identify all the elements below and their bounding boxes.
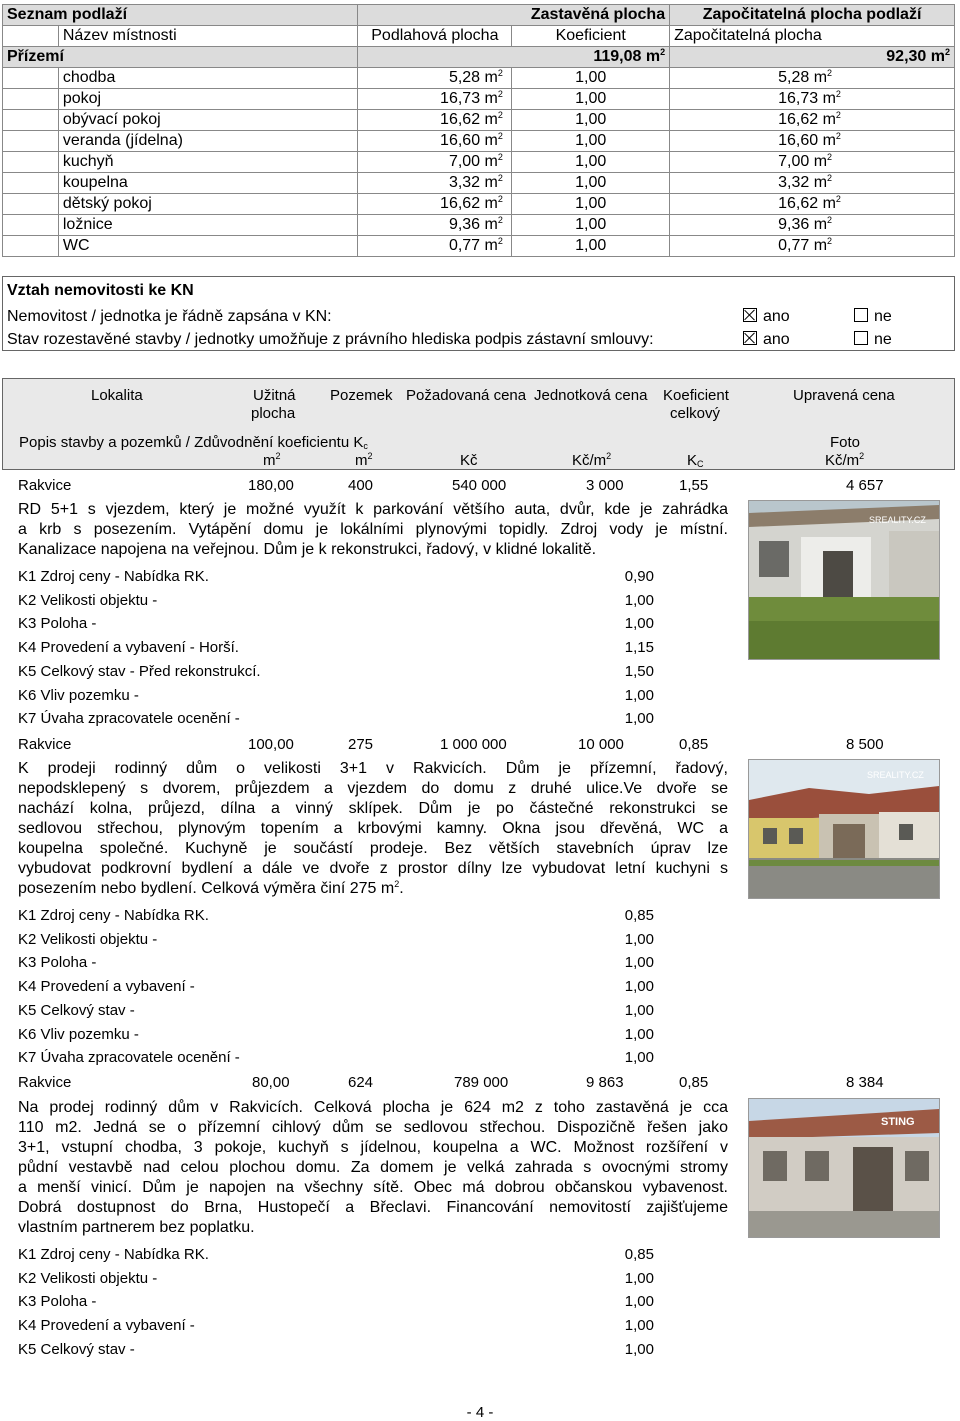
room-name: veranda (jídelna) <box>58 131 358 152</box>
k-factor-label: K5 Celkový stav - Před rekonstrukcí. <box>18 663 261 680</box>
k-factor-value: 1,00 <box>624 1026 654 1043</box>
k-factor-value: 1,00 <box>624 687 654 704</box>
col-counted-floor: Započitatelná plocha podlaží <box>670 5 955 26</box>
room-floor-area: 0,77 $m^2$ <box>358 236 512 257</box>
kn-q1-no-option[interactable] <box>854 308 892 326</box>
hdr-plocha: plocha <box>251 405 296 422</box>
hdr-unit-kc: Kč <box>460 452 478 469</box>
k-factor-label: K2 Velikosti objektu - <box>18 931 158 948</box>
room-name: dětský pokoj <box>58 194 358 215</box>
room-name: chodba <box>58 68 358 89</box>
room-floor-area: 5,28 $m^2$ <box>358 68 512 89</box>
room-counted-area: 16,60 $m^2$ <box>670 131 955 152</box>
cmp-plocha: 180,00 <box>248 477 294 494</box>
desc-line: vybudovat podkrovní bydlení a dále ve dvoře z prostor dílny lze vybudovat letní kuchyni s <box>18 860 728 877</box>
k-factor-label: K1 Zdroj ceny - Nabídka RK. <box>18 907 209 924</box>
room-counted-area: 16,62 $m^2$ <box>670 194 955 215</box>
kn-section <box>2 276 955 351</box>
k-factor-value: 1,00 <box>624 931 654 948</box>
property-photo <box>748 759 940 899</box>
cmp-koef: 0,85 <box>679 1074 709 1091</box>
room-coefficient: 1,00 <box>512 131 670 152</box>
floor-name: Přízemí <box>3 47 358 68</box>
col-counted-area: Započitatelná plocha <box>670 26 955 47</box>
hdr-unit-kcm2-b: $Kč/m^2$ <box>825 451 865 469</box>
k-factor-value: 1,00 <box>624 592 654 609</box>
desc-line: Dobrá dostupnost do Brna, Hustopečí a Břeclavi. Financování nemovitostí zajišťujeme <box>18 1199 728 1216</box>
cmp-plocha: 80,00 <box>252 1074 290 1091</box>
room-floor-area: 16,60 $m^2$ <box>358 131 512 152</box>
hdr-pozadovana-cena: Požadovaná cena <box>406 387 527 404</box>
desc-line: RD 5+1 s vjezdem, který je možné využít k parkování většího auta, dvůr, kde je zahrádka <box>18 501 728 518</box>
k-factor-value: 1,00 <box>624 1049 654 1066</box>
room-name: WC <box>58 236 358 257</box>
desc-line: sedlovou střechou, plynovým topením a krbovými kamny. Okna jsou dřevěná, WC a <box>18 820 728 837</box>
rooms-title: Seznam podlaží <box>3 5 358 26</box>
room-row <box>3 152 955 173</box>
k-factor-value: 1,00 <box>624 978 654 995</box>
room-counted-area: 0,77 $m^2$ <box>670 236 955 257</box>
k-factor-label: K2 Velikosti objektu - <box>18 592 158 609</box>
k-factor-label: K7 Úvaha zpracovatele ocenění - <box>18 710 240 727</box>
room-counted-area: 5,28 $m^2$ <box>670 68 955 89</box>
cmp-lokalita: Rakvice <box>18 1074 72 1091</box>
rooms-table <box>2 4 955 257</box>
k-factor-value: 1,15 <box>624 639 654 656</box>
room-name: koupelna <box>58 173 358 194</box>
room-counted-area: 3,32 $m^2$ <box>670 173 955 194</box>
room-floor-area: 16,62 $m^2$ <box>358 194 512 215</box>
k-factor-label: K4 Provedení a vybavení - <box>18 1317 195 1334</box>
k-factor-label: K2 Velikosti objektu - <box>18 1270 158 1287</box>
room-row <box>3 89 955 110</box>
cmp-description <box>18 759 728 899</box>
k-factor-value: 1,00 <box>624 615 654 632</box>
cmp-koef: 1,55 <box>679 477 709 494</box>
k-factor-label: K6 Vliv pozemku - <box>18 1026 139 1043</box>
k-factor-value: 0,85 <box>624 1246 654 1263</box>
cmp-upravena: 8 500 <box>846 736 884 753</box>
room-row <box>3 131 955 152</box>
k-factor-label: K5 Celkový stav - <box>18 1341 135 1358</box>
desc-line: nepodsklepený s dvorem, průjezdem a vjezdem do domu z druhé ulice.Ve dvoře se <box>18 780 728 797</box>
k-factor-value: 1,00 <box>624 1293 654 1310</box>
cmp-lokalita: Rakvice <box>18 477 72 494</box>
room-counted-area: 7,00 $m^2$ <box>670 152 955 173</box>
hdr-unit-kcm2: $Kč/m^2$ <box>572 451 612 469</box>
cmp-jednotkova: 9 863 <box>586 1074 624 1091</box>
desc-line: 110 m2. Jedná se o přízemní cihlový dům se sedlovou střechou. Dispozičně řešen jako <box>18 1119 728 1136</box>
room-coefficient: 1,00 <box>512 194 670 215</box>
kn-q2-yes-option[interactable] <box>743 331 790 349</box>
cmp-pozemek: 624 <box>348 1074 374 1091</box>
k-factor-label: K6 Vliv pozemku - <box>18 687 139 704</box>
cmp-koef: 0,85 <box>679 736 709 753</box>
cmp-cena: 789 000 <box>454 1074 509 1091</box>
hdr-lokalita: Lokalita <box>91 387 143 404</box>
room-coefficient: 1,00 <box>512 152 670 173</box>
checked-checkbox-icon[interactable] <box>743 331 757 345</box>
yes-label: ano <box>763 331 790 348</box>
photo-watermark: SREALITY.CZ <box>867 770 924 780</box>
room-name: kuchyň <box>58 152 358 173</box>
kn-q2-no-option[interactable] <box>854 331 892 349</box>
room-row <box>3 110 955 131</box>
k-factor-label: K3 Poloha - <box>18 1293 97 1310</box>
cmp-jednotkova: 10 000 <box>578 736 624 753</box>
hdr-celkovy: celkový <box>670 405 721 422</box>
k-factor-label: K3 Poloha - <box>18 615 97 632</box>
desc-line: a menší vinicí. Dům je napojen na všechny sítě. Obec má dobrou občanskou vybavenost. <box>18 1179 728 1196</box>
property-photo <box>748 1098 940 1238</box>
k-factor-label: K7 Úvaha zpracovatele ocenění - <box>18 1049 240 1066</box>
hdr-unit-m2: $m^2$ <box>263 451 281 469</box>
kn-question-2: Stav rozestavěné stavby / jednotky umožňuje z právního hlediska podpis zástavní smlouvy: <box>7 331 654 348</box>
desc-line: posezením nebo bydlení. Celková výměra činí 275 $m^2$. <box>18 879 404 897</box>
k-factor-value: 1,00 <box>624 1317 654 1334</box>
room-floor-area: 7,00 $m^2$ <box>358 152 512 173</box>
kn-question-1: Nemovitost / jednotka je řádně zapsána v KN: <box>7 308 332 325</box>
cmp-upravena: 8 384 <box>846 1074 884 1091</box>
room-floor-area: 9,36 $m^2$ <box>358 215 512 236</box>
room-row <box>3 173 955 194</box>
cmp-description <box>18 1098 728 1238</box>
room-row <box>3 68 955 89</box>
k-factor-value: 1,00 <box>624 710 654 727</box>
k-factor-value: 0,90 <box>624 568 654 585</box>
col-built-area: Zastavěná plocha <box>358 5 670 26</box>
checked-checkbox-icon[interactable] <box>743 308 757 322</box>
hdr-unit-m2-b: $m^2$ <box>355 451 373 469</box>
floor-counted-area: 92,30 $m^2$ <box>670 47 955 68</box>
desc-line: koupelna společné. Kuchyně je součástí prodeje. Bez větších stavebních úprav lze <box>18 840 728 857</box>
k-factor-label: K4 Provedení a vybavení - Horší. <box>18 639 239 656</box>
room-name: pokoj <box>58 89 358 110</box>
room-coefficient: 1,00 <box>512 89 670 110</box>
col-floor-area: Podlahová plocha <box>358 26 512 47</box>
k-factor-value: 1,00 <box>624 954 654 971</box>
room-row <box>3 236 955 257</box>
no-label: ne <box>874 308 892 325</box>
desc-line: nachází kolna, průjezd, dílna a vinný sklípek. Dům je po částečné rekonstrukci se <box>18 800 728 817</box>
floor-built-area: 119,08 $m^2$ <box>358 47 670 68</box>
room-coefficient: 1,00 <box>512 173 670 194</box>
room-floor-area: 3,32 $m^2$ <box>358 173 512 194</box>
k-factor-value: 1,00 <box>624 1270 654 1287</box>
hdr-jednotkova-cena: Jednotková cena <box>534 387 648 404</box>
cmp-upravena: 4 657 <box>846 477 884 494</box>
no-label: ne <box>874 331 892 348</box>
desc-line: 3+1, vstupní chodba, 3 pokoje, kuchyň s jídelnou, koupelna a WC. Možnost rozšíření v <box>18 1139 728 1156</box>
room-coefficient: 1,00 <box>512 236 670 257</box>
room-coefficient: 1,00 <box>512 215 670 236</box>
hdr-unit-k: $K_C$ <box>687 452 704 469</box>
cmp-jednotkova: 3 000 <box>586 477 624 494</box>
hdr-foto: Foto <box>830 434 861 451</box>
room-coefficient: 1,00 <box>512 68 670 89</box>
room-row <box>3 194 955 215</box>
checkbox-icon[interactable] <box>854 308 868 322</box>
hdr-upravena-cena: Upravená cena <box>793 387 895 404</box>
page-number: - 4 - <box>466 1404 494 1421</box>
room-floor-area: 16,62 $m^2$ <box>358 110 512 131</box>
room-counted-area: 9,36 $m^2$ <box>670 215 955 236</box>
cmp-cena: 1 000 000 <box>440 736 507 753</box>
k-factor-label: K1 Zdroj ceny - Nabídka RK. <box>18 568 209 585</box>
desc-line: půdní vestavbě nad celou plochou domu. Za domem je velká zahrada s ovocnými stromy <box>18 1159 728 1176</box>
k-factor-label: K4 Provedení a vybavení - <box>18 978 195 995</box>
hdr-popis: Popis stavby a pozemků / Zdůvodnění koeficientu $K_c$ <box>19 434 368 451</box>
hdr-uzitna: Užitná <box>253 387 296 404</box>
k-factor-label: K1 Zdroj ceny - Nabídka RK. <box>18 1246 209 1263</box>
desc-line: Na prodej rodinný dům v Rakvicích. Celková plocha je 624 m2 z toho zastavěná je cca <box>18 1099 728 1116</box>
desc-line: Kanalizace napojena na veřejnou. Dům je k rekonstrukci, řadový, v klidné lokalitě. <box>18 541 597 558</box>
room-counted-area: 16,73 $m^2$ <box>670 89 955 110</box>
k-factor-value: 1,50 <box>624 663 654 680</box>
comparables-header <box>2 378 955 470</box>
k-factor-label: K5 Celkový stav - <box>18 1002 135 1019</box>
hdr-pozemek: Pozemek <box>330 387 393 404</box>
room-floor-area: 16,73 $m^2$ <box>358 89 512 110</box>
cmp-cena: 540 000 <box>452 477 507 494</box>
kn-title: Vztah nemovitosti ke KN <box>7 282 194 299</box>
photo-watermark: STING <box>881 1116 915 1128</box>
room-counted-area: 16,62 $m^2$ <box>670 110 955 131</box>
col-room-name: Název místnosti <box>58 26 358 47</box>
kn-q1-yes-option[interactable] <box>743 308 790 326</box>
k-factor-value: 1,00 <box>624 1341 654 1358</box>
checkbox-icon[interactable] <box>854 331 868 345</box>
room-name: obývací pokoj <box>58 110 358 131</box>
desc-line: vlastním partnerem bez poplatku. <box>18 1219 255 1236</box>
cmp-lokalita: Rakvice <box>18 736 72 753</box>
col-coefficient: Koeficient <box>512 26 670 47</box>
desc-line: K prodeji rodinný dům o velikosti 3+1 v Rakvicích. Dům je přízemní, řadový, <box>18 760 728 777</box>
k-factor-value: 1,00 <box>624 1002 654 1019</box>
k-factor-label: K3 Poloha - <box>18 954 97 971</box>
cmp-plocha: 100,00 <box>248 736 294 753</box>
room-row <box>3 215 955 236</box>
cmp-pozemek: 275 <box>348 736 374 753</box>
cmp-description <box>18 500 728 560</box>
k-factor-value: 0,85 <box>624 907 654 924</box>
property-photo <box>748 500 940 660</box>
yes-label: ano <box>763 308 790 325</box>
cmp-pozemek: 400 <box>348 477 374 494</box>
room-name: ložnice <box>58 215 358 236</box>
photo-watermark: SREALITY.CZ <box>869 515 926 525</box>
room-coefficient: 1,00 <box>512 110 670 131</box>
hdr-koeficient: Koeficient <box>663 387 729 404</box>
desc-line: a krb s posezením. Vytápění domu je lokálními plynovými topidly. Zdroj vody je místní. <box>18 521 728 538</box>
